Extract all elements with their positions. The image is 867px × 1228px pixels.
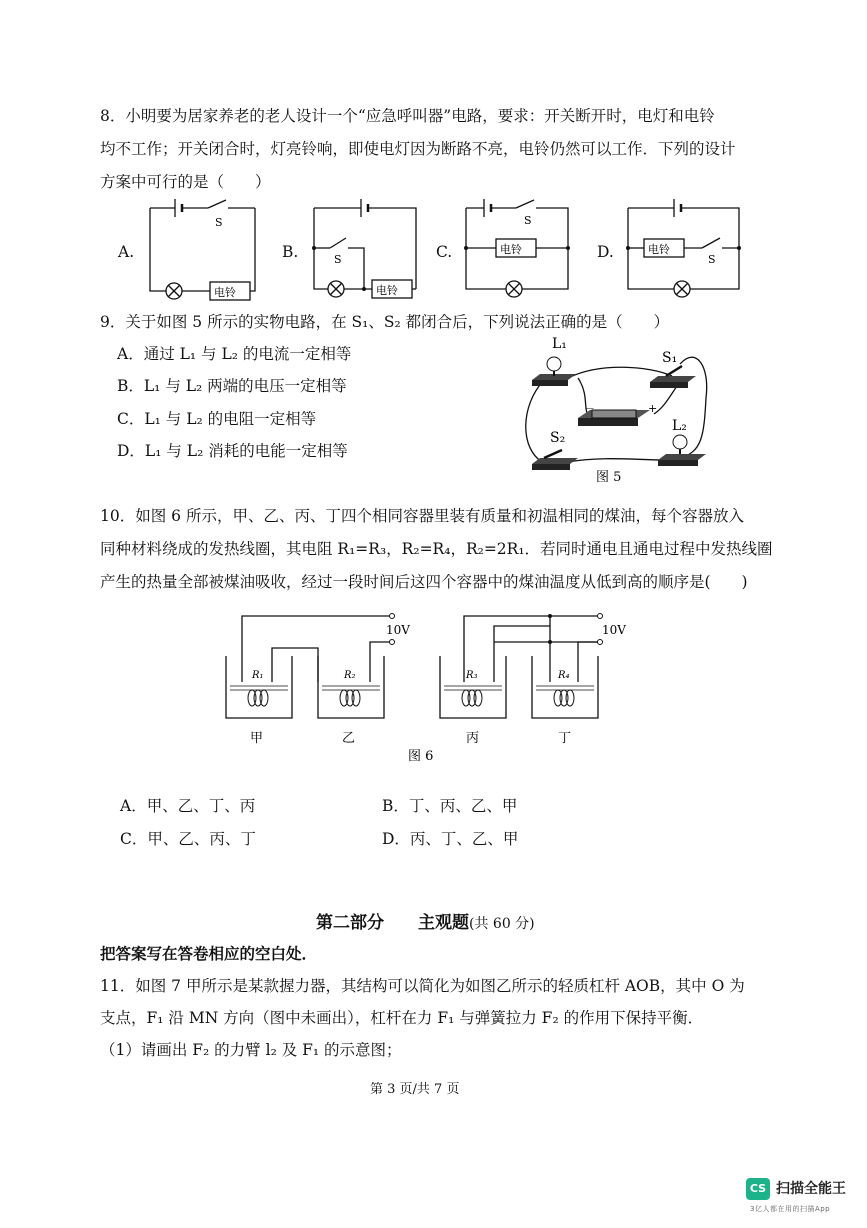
s2-label: S₂	[550, 430, 566, 446]
circuit-b-diagram	[306, 196, 431, 306]
resistor-r3-label: R₃	[466, 670, 478, 681]
container-bing-label: 丙	[466, 731, 480, 746]
resistor-r1-label: R₁	[252, 670, 264, 681]
q9-option-c: C．L₁ 与 L₂ 的电阻一定相等	[117, 410, 317, 428]
q10-option-c: C．甲、乙、丙、丁	[120, 830, 256, 848]
q9-option-a: A．通过 L₁ 与 L₂ 的电流一定相等	[117, 345, 352, 363]
q10-line3: 产生的热量全部被煤油吸收，经过一段时间后这四个容器中的煤油温度从低到高的顺序是( )	[100, 573, 748, 591]
circuit-d-diagram	[622, 196, 747, 306]
watermark-slogan: 3亿人都在用的扫描App	[750, 1205, 831, 1213]
s1-label: S₁	[662, 350, 678, 366]
camscanner-icon: CS	[746, 1178, 770, 1200]
container-ding-label: 丁	[558, 731, 572, 746]
bell-label: 电铃	[648, 243, 670, 256]
circuit-c-diagram	[460, 196, 585, 306]
q9-option-d: D．L₁ 与 L₂ 消耗的电能一定相等	[117, 442, 348, 460]
circuit-a-diagram	[140, 196, 265, 306]
q10-option-d: D．丙、丁、乙、甲	[382, 830, 519, 848]
q10-line2: 同种材料绕成的发热线圈，其电阻 R₁=R₃，R₂=R₄，R₂=2R₁．若同时通电且通电过程中发热线圈	[100, 540, 773, 558]
page-number: 第 3 页/共 7 页	[370, 1082, 460, 1097]
battery-minus-label: －	[584, 402, 595, 415]
q11-line1: 11．如图 7 甲所示是某款握力器，其结构可以简化为如图乙所示的轻质杠杆 AOB，其中 O 为	[100, 977, 745, 995]
figure-6-diagram	[220, 612, 626, 772]
container-yi-label: 乙	[342, 731, 356, 746]
q8-option-a-label: A.	[118, 243, 135, 261]
q8-option-b-label: B.	[282, 243, 299, 261]
container-jia-label: 甲	[250, 731, 264, 746]
scanner-watermark	[746, 1172, 862, 1220]
q8-line3: 方案中可行的是（ ）	[100, 173, 271, 191]
part2-score: (共 60 分)	[469, 916, 535, 932]
bell-label: 电铃	[214, 286, 236, 299]
voltage-label-right: 10V	[602, 623, 626, 637]
q8-line2: 均不工作；开关闭合时，灯亮铃响，即使电灯因为断路不亮，电铃仍然可以工作．下列的设计	[100, 140, 736, 158]
l1-label: L₁	[552, 336, 567, 352]
l2-label: L₂	[672, 418, 687, 434]
q8-option-c-label: C.	[436, 243, 453, 261]
bell-label: 电铃	[376, 284, 398, 297]
voltage-label-left: 10V	[386, 623, 410, 637]
watermark-name: 扫描全能王	[776, 1181, 846, 1197]
q8-line1: 8．小明要为居家养老的老人设计一个“应急呼叫器”电路，要求：开关断开时，电灯和电铃	[100, 107, 715, 125]
figure-6-caption: 图 6	[408, 749, 434, 764]
q11-sub1: （1）请画出 F₂ 的力臂 l₂ 及 F₁ 的示意图；	[100, 1041, 402, 1059]
switch-label: S	[524, 214, 532, 227]
q10-line1: 10．如图 6 所示，甲、乙、丙、丁四个相同容器里装有质量和初温相同的煤油，每个容器放入	[100, 507, 744, 525]
q8-option-d-label: D.	[597, 243, 614, 261]
figure-5-caption: 图 5	[596, 470, 622, 485]
switch-label: S	[215, 216, 223, 229]
q10-option-b: B．丁、丙、乙、甲	[382, 797, 518, 815]
part2-heading	[316, 908, 535, 933]
resistor-r4-label: R₄	[558, 670, 570, 681]
switch-label: S	[334, 253, 342, 266]
q9-option-b: B．L₁ 与 L₂ 两端的电压一定相等	[117, 377, 347, 395]
part2-instruction: 把答案写在答卷相应的空白处．	[100, 944, 318, 963]
q9-stem: 9．关于如图 5 所示的实物电路，在 S₁、S₂ 都闭合后，下列说法正确的是（ ）	[100, 313, 670, 331]
figure-5-circuit	[520, 336, 720, 486]
switch-label: S	[708, 253, 716, 266]
bell-label: 电铃	[500, 243, 522, 256]
resistor-r2-label: R₂	[344, 670, 356, 681]
battery-plus-label: +	[648, 402, 658, 415]
q10-option-a: A．甲、乙、丁、丙	[120, 797, 256, 815]
part2-title: 第二部分 主观题	[316, 913, 469, 933]
q11-line2: 支点，F₁ 沿 MN 方向（图中未画出），杠杆在力 F₁ 与弹簧拉力 F₂ 的作用下保持平衡．	[100, 1009, 704, 1027]
